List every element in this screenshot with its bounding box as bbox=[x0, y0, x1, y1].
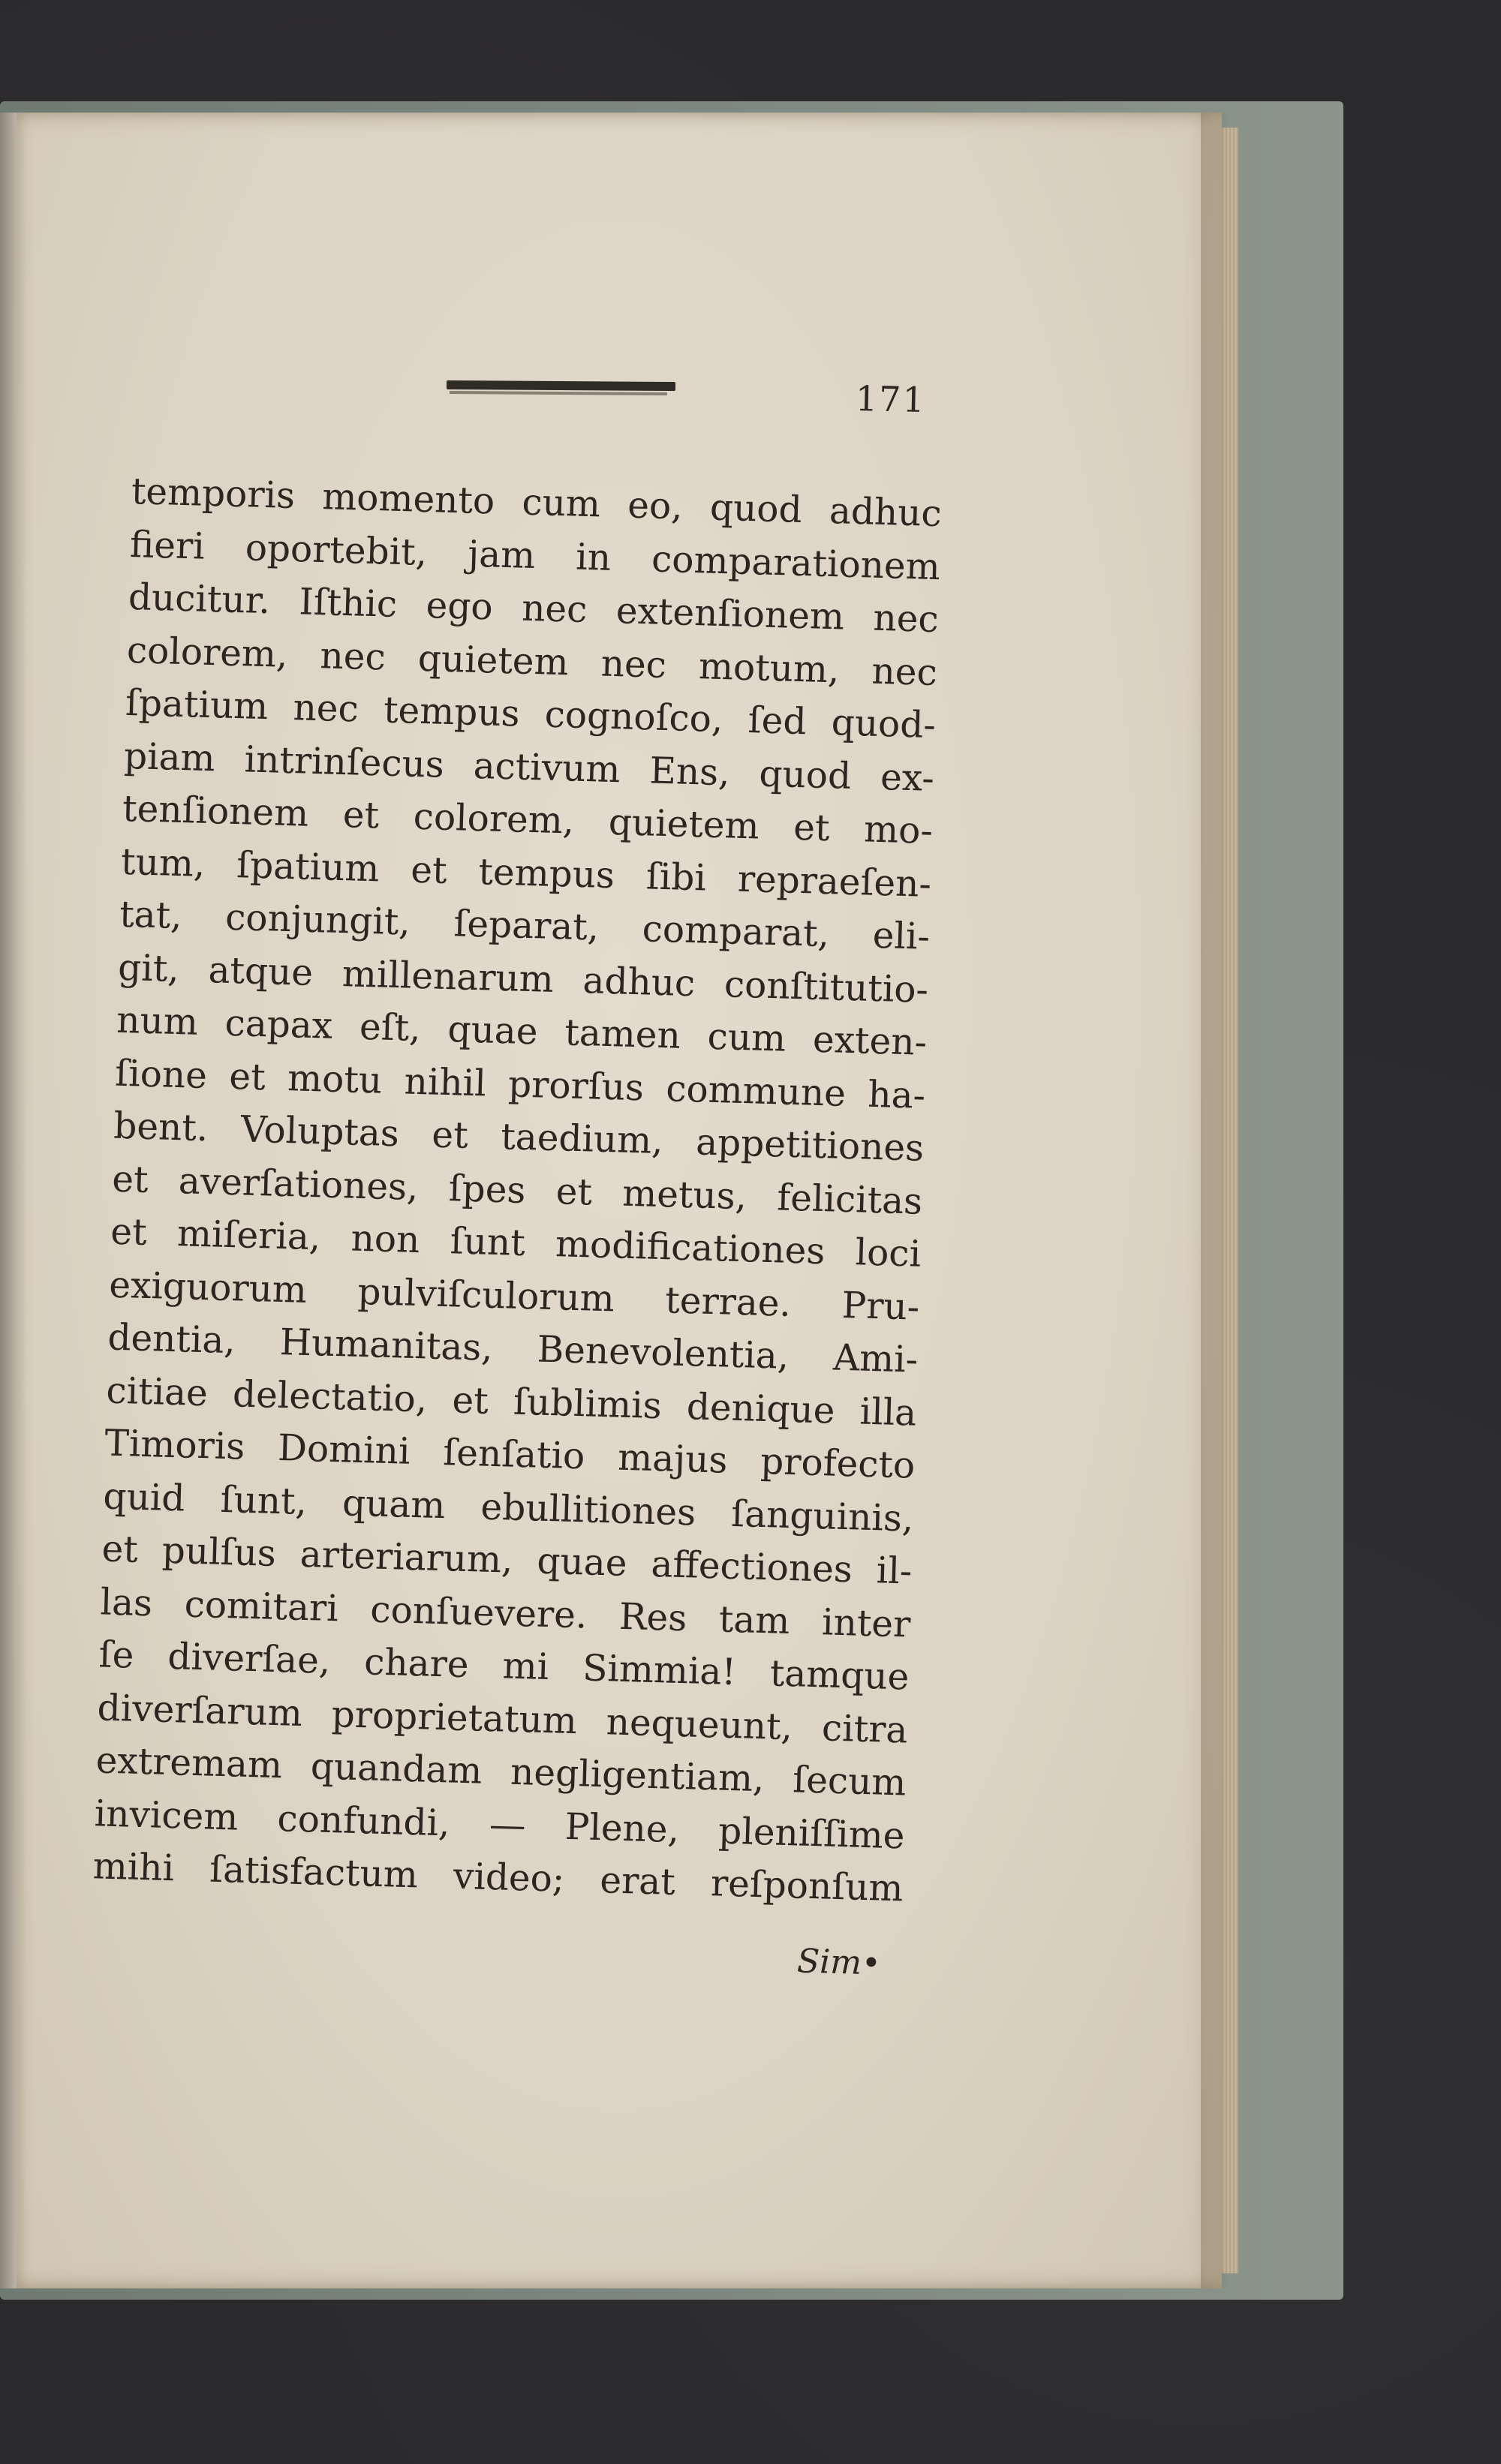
text-line: bent. Voluptas et taedium, appetitiones bbox=[113, 1104, 925, 1170]
catchword: Sim• bbox=[796, 1942, 882, 1983]
page-edge-shadow bbox=[1201, 113, 1231, 2288]
text-line: tum, ſpatium et tempus ſibi repraeſen- bbox=[120, 840, 932, 906]
text-line: fieri oportebit, jam in comparationem bbox=[129, 523, 941, 588]
text-line: citiae delectatio, et ſublimis denique illa bbox=[105, 1369, 917, 1435]
page-gutter bbox=[0, 113, 17, 2288]
text-line: dentia, Humanitas, Benevolentia, Ami- bbox=[107, 1316, 919, 1381]
text-line: las comitari conſuevere. Res tam inter bbox=[99, 1580, 912, 1646]
text-line: et pulſus arteriarum, quae affectiones il- bbox=[101, 1528, 913, 1593]
text-line: exiguorum pulviſculorum terrae. Pru- bbox=[108, 1264, 920, 1329]
text-line: colorem, nec quietem nec motum, nec bbox=[126, 629, 938, 694]
text-line: Timoris Domini ſenſatio majus profecto bbox=[104, 1422, 916, 1487]
text-line: diverſarum proprietatum nequeunt, citra bbox=[96, 1686, 909, 1751]
text-line: ſpatium nec tempus cognoſco, ſed quod- bbox=[125, 681, 937, 747]
text-line: piam intrinſecus activum Ens, quod ex- bbox=[123, 735, 935, 800]
text-line: git, atque millenarum adhuc conſtitutio- bbox=[117, 946, 929, 1011]
text-line: tenſionem et colorem, quietem et mo- bbox=[122, 787, 934, 852]
text-line: ducitur. Iſthic ego nec extenſionem nec bbox=[128, 575, 940, 642]
page-number: 171 bbox=[855, 378, 927, 420]
text-line: et averſationes, ſpes et metus, felicitas bbox=[111, 1158, 923, 1223]
text-line: et miſeria, non ſunt modificationes loci bbox=[110, 1210, 922, 1276]
text-line: ſione et motu nihil prorſus commune ha- bbox=[114, 1052, 926, 1117]
text-line: temporis momento cum eo, quod adhuc bbox=[131, 470, 943, 536]
text-line: tat, conjungit, ſeparat, comparat, eli- bbox=[119, 893, 931, 958]
body-text bbox=[92, 465, 943, 1916]
text-line: quid ſunt, quam ebullitiones ſanguinis, bbox=[102, 1474, 914, 1540]
text-line: num capax eſt, quae tamen cum exten- bbox=[116, 999, 928, 1064]
text-line: ſe diverſae, chare mi Simmia! tamque bbox=[98, 1633, 910, 1699]
text-line: mihi ſatisfactum video; erat reſponſum bbox=[92, 1845, 904, 1910]
header-ornament-rule bbox=[447, 380, 675, 391]
text-line: extremam quandam negligentiam, ſecum bbox=[95, 1739, 907, 1804]
text-line: invicem confundi, — Plene, pleniſſime bbox=[94, 1792, 906, 1857]
